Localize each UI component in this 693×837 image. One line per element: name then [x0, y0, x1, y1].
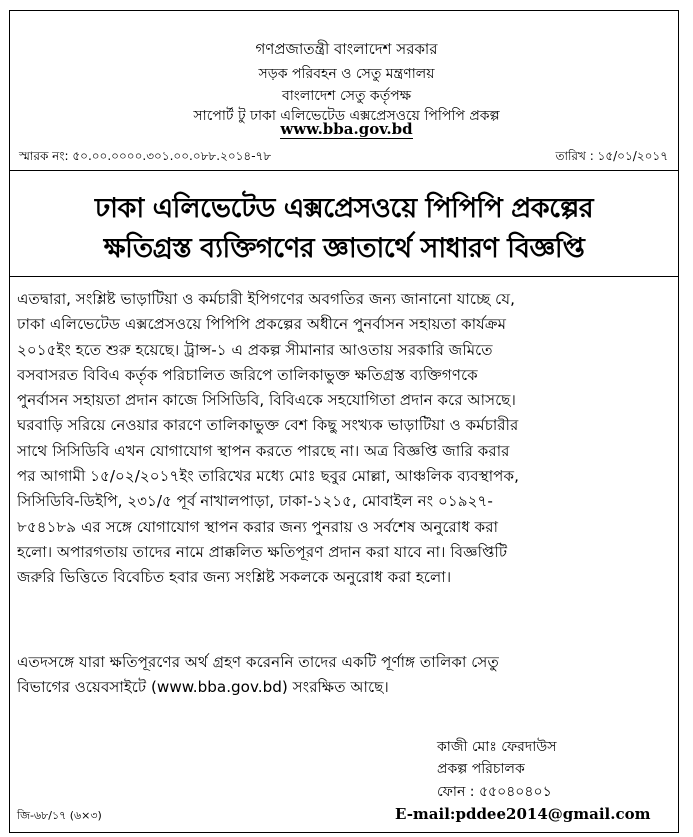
body-line: এতদসঙ্গে যারা ক্ষতিপূরণের অর্থ গ্রহণ করেননি তাদের একটি পূর্ণাঙ্গ তালিকা সেতু [17, 653, 499, 671]
website-text: www.bba.gov.bd [280, 120, 413, 138]
signatory-name: কাজী মোঃ ফেরদাউস [437, 739, 557, 755]
body-line: ঘরবাড়ি সরিয়ে নেওয়ার কারণে তালিকাভুক্ত বেশ কিছু সংখ্যক ভাড়াটিয়া ও কর্মচারীর [17, 416, 519, 435]
body-line: বসবাসরত বিবিএ কর্তৃক পরিচালিত জরিপে তালিকাভুক্ত ক্ষতিগ্রস্ত ব্যক্তিগণকে [17, 365, 478, 384]
contact-email[interactable]: E-mail:pddee2014@gmail.com [395, 805, 651, 823]
divider-title [9, 276, 679, 277]
notice-title-line1: ঢাকা এলিভেটেড এক্সপ্রেসওয়ে পিপিপি প্রকল্পের [94, 193, 594, 224]
body-line: সাথে সিসিডিবি এখন যোগাযোগ স্থাপন করতে পারছে না। অত্র বিজ্ঞপ্তি জারি করার [17, 441, 510, 460]
divider-top [9, 170, 679, 171]
website-link[interactable] [0, 120, 693, 138]
body-paragraph-1 [17, 287, 669, 591]
body-line: ঢাকা এলিভেটেড এক্সপ্রেসওয়ে পিপিপি প্রকল্পের অধীনে পুনর্বাসন সহায়তা কার্যক্রম [17, 315, 507, 334]
body-line: হলো। অপারগতায় তাদের নামে প্রাক্কলিত ক্ষতিপূরণ প্রদান করা যাবে না। বিজ্ঞপ্তিটি [17, 542, 508, 561]
signatory-phone: ফোন : ৫৫০৪০৪০১ [437, 784, 552, 800]
footer-code: জি-৬৮/১৭ (৬×৩) [17, 809, 102, 822]
body-line: ৮৫৪১৮৯ এর সঙ্গে যোগাযোগ স্থাপন করার জন্য পুনরায় ও সর্বশেষ অনুরোধ করা [17, 517, 499, 536]
body-line: বিভাগের ওয়েবসাইটে (www.bba.gov.bd) সংরক্ষিত আছে। [17, 678, 389, 697]
notice-title-line2: ক্ষতিগ্রস্ত ব্যক্তিগণের জ্ঞাতার্থে সাধারণ বিজ্ঞপ্তি [103, 233, 585, 264]
body-line: ২০১৫ইং হতে শুরু হয়েছে। ট্রান্স-১ এ প্রকল্প সীমানার আওতায় সরকারি জমিতে [17, 340, 493, 359]
body-line: পর আগামী ১৫/০২/২০১৭ইং তারিখের মধ্যে মোঃ ছবুর মোল্লা, আঞ্চলিক ব্যবস্থাপক, [17, 467, 519, 486]
ministry-name: সড়ক পরিবহন ও সেতু মন্ত্রণালয় [258, 66, 435, 82]
memo-number: স্মারক নং: ৫০.০০.০০০০.৩০১.০০.০৮৮.২০১৪-৭৮ [19, 149, 272, 163]
authority-name: বাংলাদেশ সেতু কর্তৃপক্ষ [281, 88, 412, 104]
body-line: জরুরি ভিত্তিতে বিবেচিত হবার জন্য সংশ্লিষ্ট সকলকে অনুরোধ করা হলো। [17, 568, 452, 587]
government-name: গণপ্রজাতন্ত্রী বাংলাদেশ সরকার [255, 40, 438, 58]
body-line: সিসিডিবি-ডিইপি, ২৩১/৫ পূর্ব নাখালপাড়া, ঢাকা-১২১৫, মোবাইল নং ০১৯২৭- [17, 492, 493, 511]
body-line: পুনর্বাসন সহায়তা প্রদান কাজে সিসিডিবি, বিবিএকে সহযোগিতা প্রদান করে আসছে। [17, 391, 516, 410]
body-line: এতদ্বারা, সংশ্লিষ্ট ভাড়াটিয়া ও কর্মচারী ইপিগণের অবগতির জন্য জানানো যাচ্ছে যে, [17, 290, 515, 308]
notice-date: তারিখ : ১৫/০১/২০১৭ [555, 149, 668, 163]
body-paragraph-2 [17, 650, 669, 701]
project-name: সাপোর্ট টু ঢাকা এলিভেটেড এক্সপ্রেসওয়ে পিপিপি প্রকল্প [193, 108, 500, 124]
signatory-designation: প্রকল্প পরিচালক [437, 761, 525, 777]
